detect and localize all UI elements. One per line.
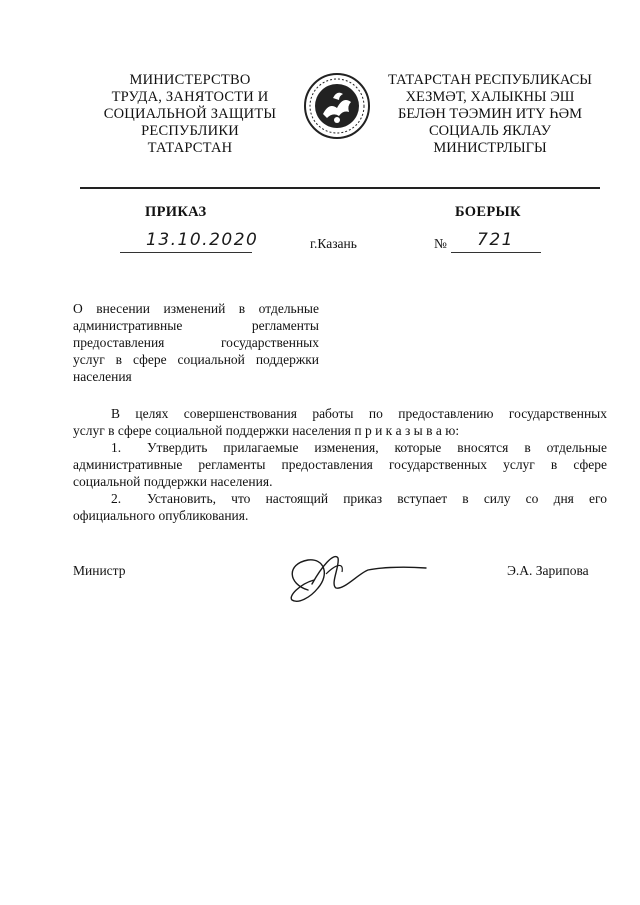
ministry-name-tt-line: СОЦИАЛЬ ЯКЛАУ: [429, 123, 551, 139]
ministry-name-tt-line: МИНИСТРЛЫГЫ: [433, 140, 547, 156]
ministry-name-ru-line: СОЦИАЛЬНОЙ ЗАЩИТЫ: [103, 106, 277, 122]
subject-line: предоставления государственных: [73, 335, 319, 350]
order-date: 13.10.2020: [146, 230, 259, 250]
signatory-name: Э.А. Зарипова: [507, 563, 589, 578]
ministry-name-ru-line: ТАТАРСТАН: [147, 140, 233, 156]
ministry-name-tt-line: ХЕЗМӘТ, ХАЛЫКНЫ ЭШ: [405, 89, 575, 105]
body-item-1-line: социальной поддержки населения.: [73, 474, 273, 489]
body-intro-line: В целях совершенствования работы по предоставлению государственных: [111, 406, 607, 421]
header-divider: [80, 187, 600, 189]
order-date-field: [120, 228, 259, 253]
order-body: [73, 405, 607, 524]
body-item-2: [73, 490, 607, 507]
order-city: г.Казань: [310, 236, 357, 251]
order-number: 721: [477, 230, 514, 250]
ministry-name-ru-line: РЕСПУБЛИКИ: [141, 123, 239, 139]
order-title-tt: БОЕРЫК: [455, 204, 521, 220]
subject-line: О внесении изменений в отдельные: [73, 301, 319, 316]
subject-line: услуг в сфере социальной поддержки: [73, 352, 319, 367]
subject-line: населения: [73, 369, 132, 384]
body-item-2-line: официального опубликования.: [73, 508, 249, 523]
ministry-name-ru: [95, 72, 285, 157]
ministry-name-ru-line: МИНИСТЕРСТВО: [129, 72, 251, 88]
item-text: Установить, что настоящий приказ вступает в силу со дня его: [147, 491, 607, 506]
order-subject: [73, 300, 319, 385]
item-text: Утвердить прилагаемые изменения, которые вносятся в отдельные: [147, 440, 607, 455]
ministry-name-tt: [380, 72, 600, 157]
item-number: 2.: [111, 491, 122, 506]
ministry-name-tt-line: ТАТАРСТАН РЕСПУБЛИКАСЫ: [388, 72, 592, 88]
ministry-name-ru-line: ТРУДА, ЗАНЯТОСТИ И: [111, 89, 269, 105]
body-item-1: [73, 439, 607, 456]
order-number-sign: №: [434, 236, 447, 251]
item-number: 1.: [111, 440, 122, 455]
handwritten-signature: [278, 544, 438, 610]
subject-line: административные регламенты: [73, 318, 319, 333]
signatory-position: Министр: [73, 563, 126, 578]
body-item-1-line: административные регламенты предоставления государственных услуг в сфере: [73, 457, 607, 472]
order-title-ru: ПРИКАЗ: [145, 204, 207, 220]
tatarstan-coat-of-arms-icon: [303, 72, 371, 140]
ministry-name-tt-line: БЕЛӘН ТӘЭМИН ИТҮ ҺӘМ: [398, 106, 582, 122]
body-intro-line: услуг в сфере социальной поддержки населения п р и к а з ы в а ю:: [73, 423, 460, 438]
order-number-field: [451, 228, 541, 253]
